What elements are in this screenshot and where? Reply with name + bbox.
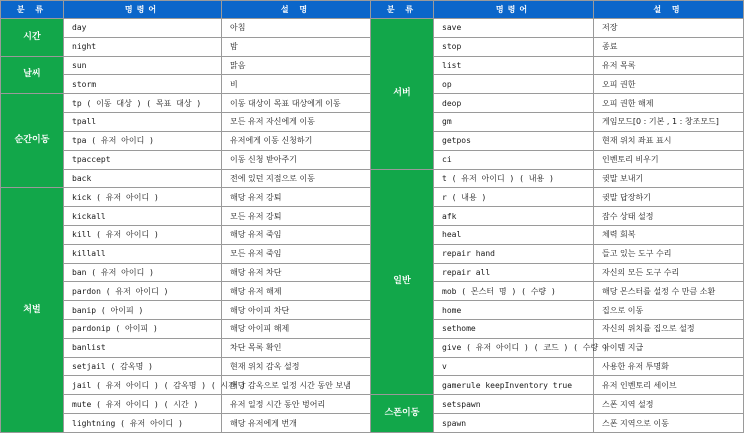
left-command-cell: back [64,169,222,188]
table-row [1,395,744,414]
right-description-cell: 저장 [594,19,744,38]
left-description-cell: 해당 유저 해제 [222,282,371,301]
left-command-cell: tpaccept [64,150,222,169]
right-command-cell: mob ( 몬스터 명 ) ( 수량 ) [434,282,594,301]
right-command-cell: repair all [434,263,594,282]
left-description-cell: 해당 유저에게 번개 [222,414,371,433]
left-command-cell: kick ( 유저 아이디 ) [64,188,222,207]
left-command-cell: pardon ( 유저 아이디 ) [64,282,222,301]
left-command-cell: sun [64,56,222,75]
left-command-cell: lightning ( 유저 아이디 ) [64,414,222,433]
left-command-cell: day [64,19,222,38]
right-command-cell: t ( 유저 아이디 ) ( 내용 ) [434,169,594,188]
right-description-cell: 자신의 모든 도구 수리 [594,263,744,282]
right-command-cell: give ( 유저 아이디 ) ( 코드 ) ( 수량 ) [434,338,594,357]
left-command-cell: mute ( 유저 아이디 ) ( 시간 ) [64,395,222,414]
right-command-cell: spawn [434,414,594,433]
table-row [1,19,744,38]
right-description-cell: 현재 위치 좌표 표시 [594,131,744,150]
header-description-left: 설 명 [222,1,371,19]
left-description-cell: 전에 있던 지점으로 이동 [222,169,371,188]
right-command-cell: gm [434,113,594,132]
left-command-cell: banlist [64,338,222,357]
right-description-cell: 오피 권한 [594,75,744,94]
left-category-cell: 순간이동 [1,94,64,188]
right-command-cell: v [434,357,594,376]
right-description-cell: 사용한 유저 투명화 [594,357,744,376]
left-category-cell: 처벌 [1,188,64,433]
right-description-cell: 해당 몬스터를 설정 수 만큼 소환 [594,282,744,301]
right-description-cell: 유저 목록 [594,56,744,75]
right-description-cell: 체력 회복 [594,225,744,244]
right-description-cell: 아이템 지급 [594,338,744,357]
right-command-cell: sethome [434,320,594,339]
left-description-cell: 이동 신청 받아주기 [222,150,371,169]
right-description-cell: 유저 인벤토리 세이브 [594,376,744,395]
left-description-cell: 해당 감옥으로 일정 시간 동안 보냄 [222,376,371,395]
header-category-left: 분 류 [1,1,64,19]
left-command-cell: tpall [64,113,222,132]
left-description-cell: 유저 일정 시간 동안 벙어리 [222,395,371,414]
left-command-cell: kill ( 유저 아이디 ) [64,225,222,244]
right-category-cell: 스폰이동 [371,395,434,433]
left-command-cell: ban ( 유저 아이디 ) [64,263,222,282]
left-description-cell: 해당 유저 죽임 [222,225,371,244]
left-description-cell: 모든 유저 자신에게 이동 [222,113,371,132]
left-category-cell: 시간 [1,19,64,57]
left-description-cell: 해당 유저 차단 [222,263,371,282]
right-command-cell: gamerule keepInventory true [434,376,594,395]
left-description-cell: 비 [222,75,371,94]
table-body [1,19,744,433]
right-description-cell: 종료 [594,37,744,56]
left-description-cell: 아침 [222,19,371,38]
right-command-cell: r ( 내용 ) [434,188,594,207]
left-command-cell: setjail ( 감옥명 ) [64,357,222,376]
left-command-cell: banip ( 아이피 ) [64,301,222,320]
left-description-cell: 해당 아이피 해제 [222,320,371,339]
table-row [1,169,744,188]
right-command-cell: op [434,75,594,94]
left-description-cell: 해당 아이피 차단 [222,301,371,320]
left-command-cell: night [64,37,222,56]
left-command-cell: killall [64,244,222,263]
right-command-cell: list [434,56,594,75]
right-description-cell: 스폰 지역 설정 [594,395,744,414]
right-description-cell: 게임모드[0 : 기본 , 1 : 창조모드] [594,113,744,132]
left-description-cell: 모든 유저 강퇴 [222,207,371,226]
left-description-cell: 현재 위치 감옥 설정 [222,357,371,376]
right-description-cell: 집으로 이동 [594,301,744,320]
left-description-cell: 이동 대상이 목표 대상에게 이동 [222,94,371,113]
header-row [1,1,744,19]
right-description-cell: 스폰 지역으로 이동 [594,414,744,433]
right-category-cell: 서버 [371,19,434,170]
left-command-cell: storm [64,75,222,94]
left-command-cell: pardonip ( 아이피 ) [64,320,222,339]
right-description-cell: 들고 있는 도구 수리 [594,244,744,263]
left-description-cell: 맑음 [222,56,371,75]
header-category-right: 분 류 [371,1,434,19]
right-command-cell: stop [434,37,594,56]
left-description-cell: 밤 [222,37,371,56]
right-category-cell: 일반 [371,169,434,395]
header-description-right: 설 명 [594,1,744,19]
left-category-cell: 날씨 [1,56,64,94]
left-description-cell: 차단 목록 확인 [222,338,371,357]
header-command-right: 명령어 [434,1,594,19]
right-command-cell: repair hand [434,244,594,263]
right-command-cell: home [434,301,594,320]
left-command-cell: kickall [64,207,222,226]
right-description-cell: 인벤토리 비우기 [594,150,744,169]
right-command-cell: save [434,19,594,38]
right-command-cell: afk [434,207,594,226]
right-command-cell: ci [434,150,594,169]
left-description-cell: 모든 유저 죽임 [222,244,371,263]
left-description-cell: 유저에게 이동 신청하기 [222,131,371,150]
left-description-cell: 해당 유저 강퇴 [222,188,371,207]
right-description-cell: 잠수 상태 설정 [594,207,744,226]
header-command-left: 명령어 [64,1,222,19]
right-description-cell: 귓말 답장하기 [594,188,744,207]
right-description-cell: 오피 권한 해제 [594,94,744,113]
right-description-cell: 귓말 보내기 [594,169,744,188]
left-command-cell: tpa ( 유저 아이디 ) [64,131,222,150]
right-command-cell: deop [434,94,594,113]
left-command-cell: tp ( 이동 대상 ) ( 목표 대상 ) [64,94,222,113]
right-command-cell: getpos [434,131,594,150]
right-description-cell: 자신의 위치를 집으로 설정 [594,320,744,339]
left-command-cell: jail ( 유저 아이디 ) ( 감옥명 ) ( 시간 ) [64,376,222,395]
right-command-cell: setspawn [434,395,594,414]
right-command-cell: heal [434,225,594,244]
